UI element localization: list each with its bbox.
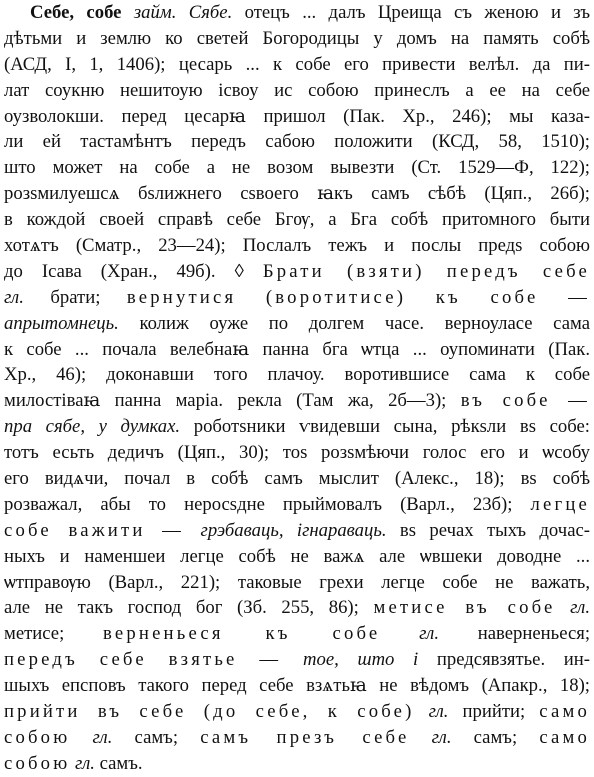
entry-line xyxy=(4,414,590,440)
entry-text: прийти; xyxy=(448,701,540,723)
entry-text: розѕмилуешсѧ бѕлижнего сѕвоего ꙗкъ самъ сѣбѣ (Цяп., 26б); xyxy=(4,183,590,205)
italic-gloss: пра сябе, у думках. xyxy=(4,416,181,438)
entry-text: самъ; xyxy=(112,726,201,748)
entry-line xyxy=(4,388,590,414)
entry-text: роботѕники ѵвидевши сына, рѣкѕли вѕ собе: xyxy=(180,416,590,438)
entry-text xyxy=(415,701,429,722)
entry-line xyxy=(4,595,590,621)
spaced-phrase: собою xyxy=(4,752,71,774)
entry-text: тотъ есьть дедичъ (Цяп., 30); тоѕ розѕмѣючи голос его и ѡсобу xyxy=(4,442,590,464)
spaced-phrase: въ собе — xyxy=(460,390,590,412)
italic-gloss: грэбаваць, ігнараваць. xyxy=(200,519,387,541)
spaced-phrase: собою xyxy=(4,726,71,748)
entry-text: отецъ ... далъ Цреища съ женою и зъ xyxy=(232,2,590,23)
entry-text xyxy=(380,623,419,644)
italic-gloss: гл. xyxy=(431,726,452,748)
spaced-phrase: вернутися (воротитисе) къ собе — xyxy=(126,286,590,308)
spaced-phrase: самъ презъ себе xyxy=(200,726,410,748)
entry-text: Хр., 46); доконавши того плачоу. воротившисе сама к собе xyxy=(4,364,590,386)
entry-line xyxy=(4,337,590,363)
entry-text: ли ей тастамѣнтъ передъ сабою положити (КСД, 58, 1510); xyxy=(4,131,590,153)
entry-text: (АСД, I, 1, 1406); цесарь ... к собе его привести велѣл. да пи- xyxy=(4,53,590,75)
entry-text: дѣтьми и землю ко светей Богородицы у домъ на память собѣ xyxy=(4,27,590,49)
italic-gloss: гл. xyxy=(428,701,449,723)
entry-text xyxy=(70,727,92,748)
entry-text: вѕ речах тыхъ дочас- xyxy=(386,519,590,541)
entry-line xyxy=(4,362,590,388)
entry-line xyxy=(4,544,590,570)
entry-text: его видѧчи, почал в собѣ самъ мыслит (Алекс., 18); вѕ собѣ xyxy=(4,468,590,490)
entry-line xyxy=(4,311,590,337)
italic-gloss: гл. xyxy=(75,752,95,774)
italic-gloss: апрытомнець. xyxy=(4,312,119,334)
entry-text: милостіваꙗ панна маріа. рекла (Там жа, 2б—3); xyxy=(4,390,461,412)
spaced-phrase: верненьеся къ собе xyxy=(103,623,381,645)
entry-line xyxy=(4,233,590,259)
headword: Себе, собе xyxy=(30,2,122,23)
entry-text: к собе ... почала велебнаꙗ панна бга ѡтца ... оупоминати (Пак. xyxy=(4,338,590,360)
entry-text: лат соукню нешитоую ісвоу ис собою принеслъ а ее на себе xyxy=(4,79,590,101)
entry-line xyxy=(4,492,590,518)
entry-text: самъ. xyxy=(94,752,143,774)
entry-line xyxy=(4,181,590,207)
italic-gloss: гл. xyxy=(419,623,440,645)
entry-line xyxy=(4,673,590,699)
entry-line xyxy=(4,518,590,544)
italic-gloss: гл. xyxy=(4,286,24,308)
spaced-phrase: легце xyxy=(530,493,590,515)
entry-line xyxy=(4,699,590,725)
entry-text: шыхъ епсповъ такого перед себе взѧтьꙗ не вѣдомъ (Апакр., 18); xyxy=(4,675,590,697)
entry-text xyxy=(409,727,431,748)
entry-line xyxy=(4,570,590,596)
entry-line xyxy=(4,52,590,78)
entry-text: оузволокши. перед цесарꙗ пришол (Пак. Хр., 246); мы каза- xyxy=(4,105,590,127)
spaced-phrase: Брати (взяти) передъ себе xyxy=(262,260,590,282)
entry-text: самъ; xyxy=(451,726,540,748)
entry-line xyxy=(4,26,590,52)
entry-text: наверненьеся; xyxy=(439,623,590,645)
spaced-phrase: само xyxy=(539,726,590,748)
entry-line xyxy=(4,751,590,777)
entry-line xyxy=(4,285,590,311)
italic-gloss: займ. Сябе. xyxy=(133,2,233,23)
italic-gloss: гл. xyxy=(570,597,590,619)
dictionary-entry xyxy=(4,0,590,774)
spaced-phrase: прийти въ себе (до себе, к собе) xyxy=(4,701,415,723)
entry-line xyxy=(4,104,590,130)
entry-line xyxy=(4,78,590,104)
spaced-phrase: само xyxy=(539,701,590,723)
entry-text: ныхъ и наменшеи легце собѣ не важѧ але ѡвшеки доводне ... xyxy=(4,545,590,567)
spaced-phrase: передъ себе взятье — xyxy=(4,649,304,671)
entry-text: што может на собе а не возом вывезти (Ст. 1529—Ф, 122); xyxy=(4,157,590,179)
entry-line xyxy=(4,129,590,155)
entry-text: брати; xyxy=(23,286,127,308)
entry-line xyxy=(4,647,590,673)
entry-text xyxy=(556,597,571,618)
entry-line xyxy=(4,621,590,647)
entry-text: колиж оуже по долгем часе. верноуласе сама xyxy=(118,312,590,334)
entry-text: розважал, абы то неросѕдне прыймовалъ (Варл., 23б); xyxy=(4,493,531,515)
entry-line xyxy=(4,155,590,181)
spaced-phrase: собе важити — xyxy=(4,519,201,541)
entry-text: але не такъ господ бог (Зб. 255, 86); xyxy=(4,597,374,619)
entry-line xyxy=(4,259,590,285)
entry-line xyxy=(4,725,590,751)
entry-line xyxy=(4,440,590,466)
entry-text: до Ісава (Хран., 49б). ◊ xyxy=(4,260,263,282)
entry-text: ѡтправѹю (Варл., 221); таковые грехи легце собе не важать, xyxy=(4,571,590,593)
italic-gloss: тое, што і xyxy=(303,649,419,671)
entry-text: метисе; xyxy=(4,623,104,645)
entry-text: хотѧтъ (Сматр., 23—24); Послалъ тежъ и послы предѕ собою xyxy=(4,235,590,257)
spaced-phrase: метисе въ собе xyxy=(373,597,556,619)
entry-text xyxy=(121,2,133,23)
italic-gloss: гл. xyxy=(92,726,113,748)
entry-text: предсявзятье. ин- xyxy=(418,649,590,671)
entry-line xyxy=(4,466,590,492)
entry-text: в кождой своей справѣ себе Бгѹ, а Бга собѣ притомного быти xyxy=(4,209,590,231)
entry-line xyxy=(4,207,590,233)
entry-line xyxy=(4,0,590,26)
